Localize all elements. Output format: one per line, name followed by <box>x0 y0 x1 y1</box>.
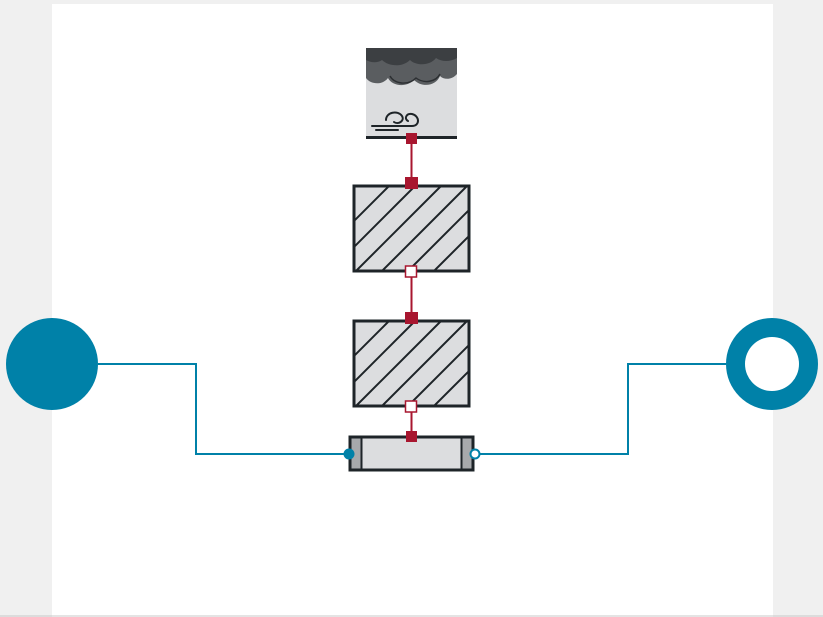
fluid-volume-heat-port[interactable] <box>406 431 417 442</box>
fluid-volume-port-b[interactable] <box>471 450 480 459</box>
wall-layer-2-port-b[interactable] <box>406 401 417 412</box>
wall-layer-1-port-a[interactable] <box>405 177 418 189</box>
wall-layer-2-port-a[interactable] <box>405 312 418 324</box>
wall-layer-1-port-b[interactable] <box>406 266 417 277</box>
weather-heat-port[interactable] <box>406 133 417 144</box>
weather-block[interactable] <box>366 48 457 138</box>
fluid-volume-port-a[interactable] <box>344 449 355 460</box>
fluid-port-a-filled[interactable] <box>6 318 98 410</box>
fluid-port-b-hollow[interactable] <box>726 318 818 410</box>
